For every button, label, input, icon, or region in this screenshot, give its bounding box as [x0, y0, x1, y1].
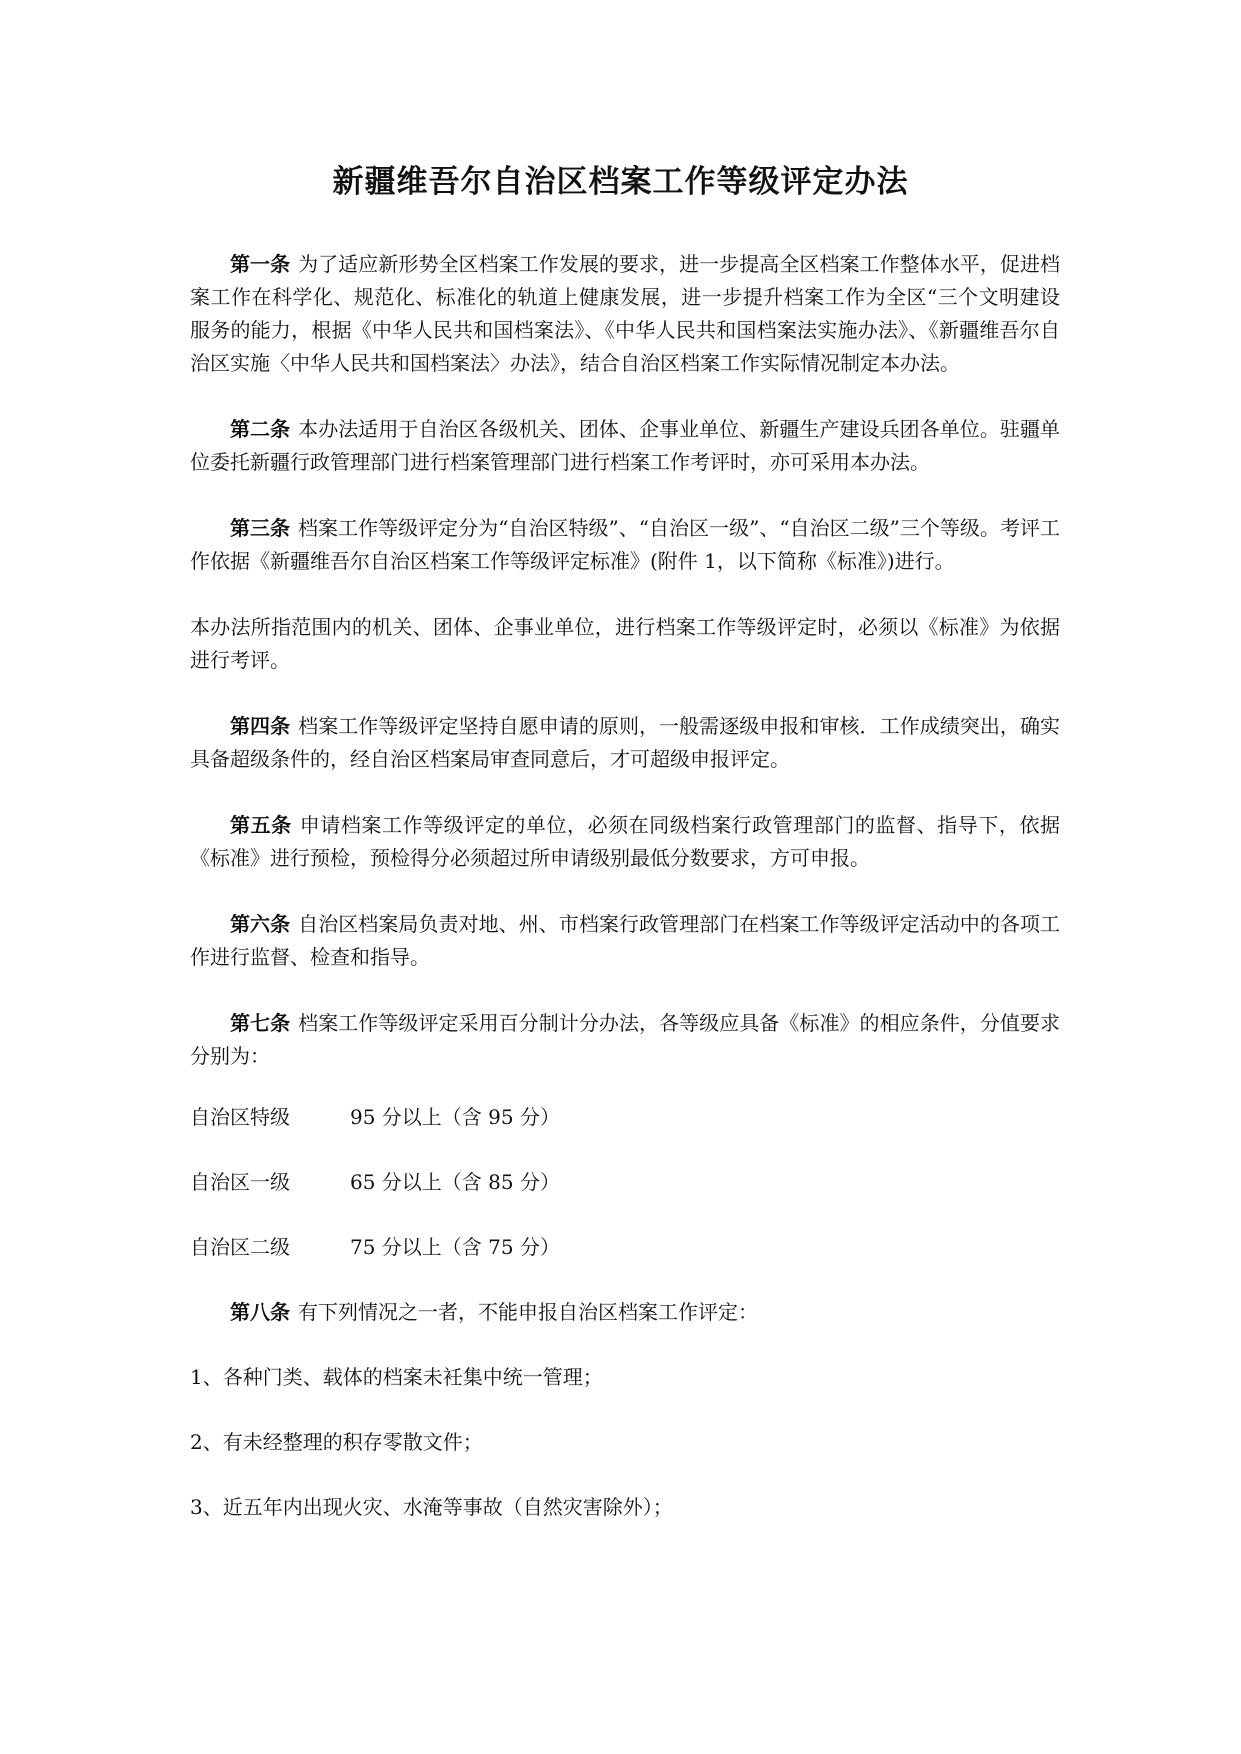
article-text: 申请档案工作等级评定的单位，必须在同级档案行政管理部门的监督、指导下，依据《标准》进行预检，预检得分必须超过所申请级别最低分数要求，方可申报。 [190, 813, 1061, 870]
article-label: 第七条 [230, 1011, 291, 1035]
grade-name: 自治区特级 [190, 1105, 290, 1129]
article-text: 档案工作等级评定采用百分制计分办法，各等级应具备《标准》的相应条件，分值要求分别为： [190, 1011, 1061, 1068]
article-1 [190, 248, 1060, 380]
article-6 [190, 908, 1060, 974]
article-label: 第三条 [230, 516, 291, 540]
grade-score: 75 分以上（含 75 分） [350, 1235, 560, 1259]
grade-score: 65 分以上（含 85 分） [350, 1170, 560, 1194]
article-label: 第四条 [230, 714, 291, 738]
list-item: 3、近五年内出现火灾、水淹等事故（自然灾害除外）； [190, 1495, 673, 1519]
grade-score: 95 分以上（含 95 分） [350, 1105, 560, 1129]
document-title: 新疆维吾尔自治区档案工作等级评定办法 [332, 164, 909, 200]
article-label: 第五条 [230, 813, 292, 837]
article-8 [190, 1296, 1060, 1329]
article-text: 档案工作等级评定坚持自愿申请的原则，一般需逐级申报和审核．工作成绩突出，确实具备超级条件的，经自治区档案局审查同意后，才可超级申报评定。 [190, 714, 1061, 771]
article-text: 自治区档案局负责对地、州、市档案行政管理部门在档案工作等级评定活动中的各项工作进行监督、检查和指导。 [190, 912, 1061, 969]
grade-row [190, 1231, 1060, 1264]
article-7 [190, 1007, 1060, 1073]
article-label: 第六条 [230, 912, 291, 936]
article-5 [190, 809, 1060, 875]
article-4 [190, 710, 1060, 776]
document-body [190, 248, 1060, 1556]
article-text: 有下列情况之一者，不能申报自治区档案工作评定： [298, 1300, 758, 1324]
list-item: 1、各种门类、载体的档案未衽集中统一管理； [190, 1365, 603, 1389]
article-label: 第二条 [230, 417, 291, 441]
grade-name: 自治区二级 [190, 1235, 290, 1259]
grade-row [190, 1166, 1060, 1199]
list-item: 2、有未经整理的积存零散文件； [190, 1430, 483, 1454]
article-text: 档案工作等级评定分为“自治区特级”、“自治区一级”、“自治区二级”三个等级。考评工作依据《新疆维吾尔自治区档案工作等级评定标准》(附件 1，以下简称《标准》)进行。 [190, 516, 1060, 573]
article-label: 第八条 [230, 1300, 290, 1324]
article-2 [190, 413, 1060, 479]
paragraph-scope: 本办法所指范围内的机关、团体、企事业单位，进行档案工作等级评定时，必须以《标准》为依据进行考评。 [190, 615, 1060, 672]
article-text: 本办法适用于自治区各级机关、团体、企事业单位、新疆生产建设兵团各单位。驻疆单位委托新疆行政管理部门进行档案管理部门进行档案工作考评时，亦可采用本办法。 [190, 417, 1061, 474]
article-text: 为了适应新形势全区档案工作发展的要求，进一步提高全区档案工作整体水平，促进档案工作在科学化、规范化、标准化的轨道上健康发展，进一步提升档案工作为全区“三个文明建设服务的能力，根据《中华人民共和国档案法》、《中华人民共和国档案法实施办法》、《新疆维吾尔自治区实施〈中华人民共和国档案法〉办法》，结合自治区档案工作实际情况制定本办法。 [190, 252, 1061, 375]
article-label: 第一条 [230, 252, 291, 276]
grade-name: 自治区一级 [190, 1170, 290, 1194]
grade-row [190, 1101, 1060, 1134]
article-3 [190, 512, 1060, 578]
